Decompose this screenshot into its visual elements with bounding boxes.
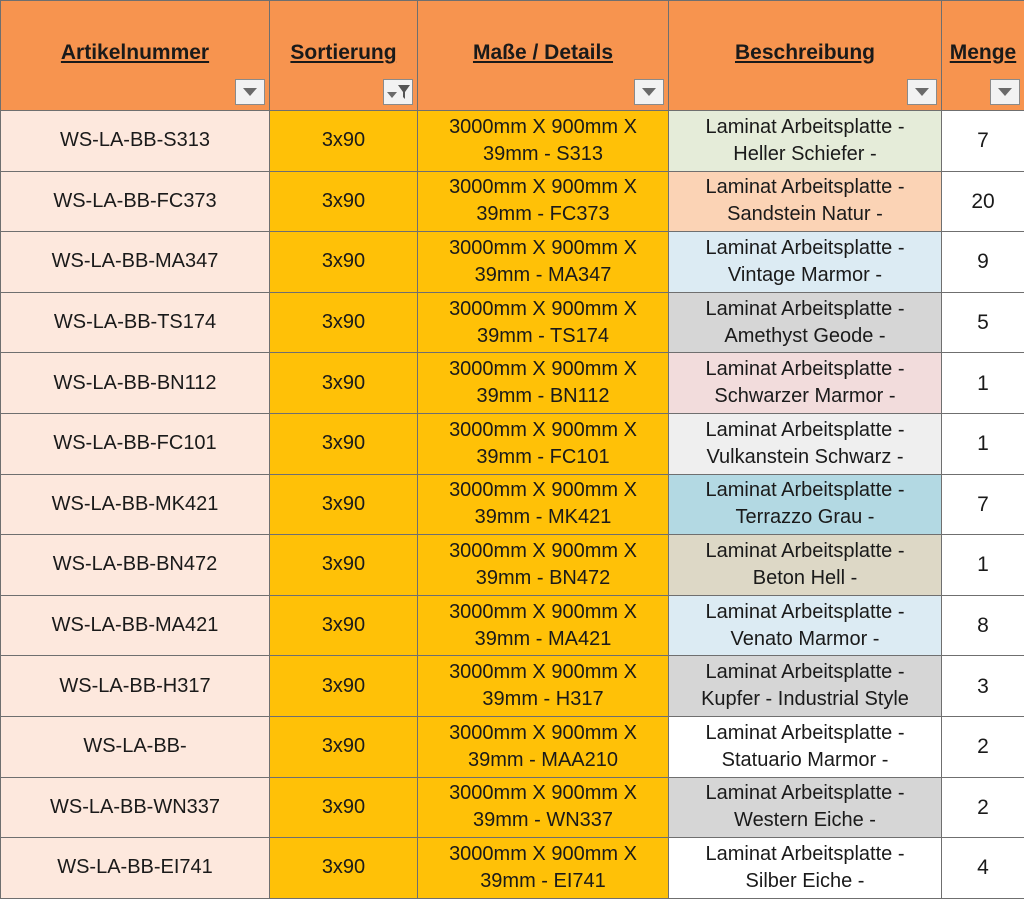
masse-line-1: 3000mm X 900mm X: [418, 174, 668, 201]
masse-line-2: 39mm - EI741: [418, 868, 668, 895]
cell-menge[interactable]: 4: [942, 838, 1024, 899]
masse-line-2: 39mm - FC101: [418, 444, 668, 471]
masse-line-2: 39mm - S313: [418, 141, 668, 168]
cell-masse[interactable]: [418, 292, 669, 353]
cell-menge[interactable]: 1: [942, 413, 1024, 474]
cell-artikelnummer[interactable]: WS-LA-BB-: [1, 716, 270, 777]
masse-line-2: 39mm - FC373: [418, 201, 668, 228]
beschreibung-line-1: Laminat Arbeitsplatte -: [669, 538, 941, 565]
filter-active-icon: [387, 84, 410, 100]
cell-menge[interactable]: 3: [942, 656, 1024, 717]
cell-sortierung[interactable]: 3x90: [270, 535, 418, 596]
filter-dropdown-button[interactable]: [907, 79, 937, 105]
table-row: [1, 595, 1024, 656]
header-label: Sortierung: [270, 41, 417, 65]
cell-artikelnummer[interactable]: WS-LA-BB-MK421: [1, 474, 270, 535]
dropdown-arrow-icon: [642, 88, 656, 96]
cell-menge[interactable]: 2: [942, 777, 1024, 838]
cell-masse[interactable]: [418, 353, 669, 414]
header-label: Beschreibung: [669, 41, 941, 65]
cell-sortierung[interactable]: 3x90: [270, 232, 418, 293]
cell-masse[interactable]: [418, 716, 669, 777]
header-sortierung: [270, 1, 418, 111]
cell-beschreibung[interactable]: [669, 111, 942, 172]
masse-line-1: 3000mm X 900mm X: [418, 659, 668, 686]
table-row: [1, 171, 1024, 232]
cell-artikelnummer[interactable]: WS-LA-BB-TS174: [1, 292, 270, 353]
cell-artikelnummer[interactable]: WS-LA-BB-FC101: [1, 413, 270, 474]
beschreibung-line-1: Laminat Arbeitsplatte -: [669, 417, 941, 444]
cell-masse[interactable]: [418, 232, 669, 293]
masse-line-2: 39mm - H317: [418, 686, 668, 713]
beschreibung-line-1: Laminat Arbeitsplatte -: [669, 174, 941, 201]
cell-masse[interactable]: [418, 777, 669, 838]
cell-beschreibung[interactable]: [669, 474, 942, 535]
cell-artikelnummer[interactable]: WS-LA-BB-BN112: [1, 353, 270, 414]
masse-line-1: 3000mm X 900mm X: [418, 841, 668, 868]
cell-sortierung[interactable]: 3x90: [270, 111, 418, 172]
cell-masse[interactable]: [418, 474, 669, 535]
beschreibung-line-2: Vulkanstein Schwarz -: [669, 444, 941, 471]
table-row: [1, 413, 1024, 474]
cell-sortierung[interactable]: 3x90: [270, 474, 418, 535]
cell-beschreibung[interactable]: [669, 413, 942, 474]
cell-beschreibung[interactable]: [669, 353, 942, 414]
cell-beschreibung[interactable]: [669, 232, 942, 293]
cell-menge[interactable]: 20: [942, 171, 1024, 232]
cell-masse[interactable]: [418, 656, 669, 717]
cell-masse[interactable]: [418, 413, 669, 474]
beschreibung-line-2: Amethyst Geode -: [669, 323, 941, 350]
masse-line-2: 39mm - BN472: [418, 565, 668, 592]
cell-beschreibung[interactable]: [669, 838, 942, 899]
header-label: Menge: [942, 41, 1024, 65]
header-masse: [418, 1, 669, 111]
beschreibung-line-1: Laminat Arbeitsplatte -: [669, 235, 941, 262]
cell-menge[interactable]: 2: [942, 716, 1024, 777]
cell-masse[interactable]: [418, 111, 669, 172]
cell-sortierung[interactable]: 3x90: [270, 656, 418, 717]
header-label: Artikelnummer: [1, 41, 269, 65]
beschreibung-line-2: Sandstein Natur -: [669, 201, 941, 228]
beschreibung-line-2: Vintage Marmor -: [669, 262, 941, 289]
cell-menge[interactable]: 5: [942, 292, 1024, 353]
beschreibung-line-1: Laminat Arbeitsplatte -: [669, 720, 941, 747]
table-row: [1, 474, 1024, 535]
masse-line-1: 3000mm X 900mm X: [418, 356, 668, 383]
filter-dropdown-button[interactable]: [990, 79, 1020, 105]
dropdown-arrow-icon: [998, 88, 1012, 96]
beschreibung-line-2: Beton Hell -: [669, 565, 941, 592]
masse-line-1: 3000mm X 900mm X: [418, 235, 668, 262]
masse-line-2: 39mm - TS174: [418, 323, 668, 350]
header-menge: [942, 1, 1024, 111]
beschreibung-line-2: Western Eiche -: [669, 807, 941, 834]
dropdown-arrow-icon: [243, 88, 257, 96]
beschreibung-line-1: Laminat Arbeitsplatte -: [669, 114, 941, 141]
masse-line-2: 39mm - BN112: [418, 383, 668, 410]
cell-beschreibung[interactable]: [669, 716, 942, 777]
beschreibung-line-2: Venato Marmor -: [669, 626, 941, 653]
beschreibung-line-2: Heller Schiefer -: [669, 141, 941, 168]
cell-artikelnummer[interactable]: WS-LA-BB-BN472: [1, 535, 270, 596]
masse-line-1: 3000mm X 900mm X: [418, 538, 668, 565]
dropdown-arrow-icon: [915, 88, 929, 96]
header-row: [1, 1, 1024, 111]
cell-artikelnummer[interactable]: WS-LA-BB-FC373: [1, 171, 270, 232]
cell-artikelnummer[interactable]: WS-LA-BB-H317: [1, 656, 270, 717]
cell-sortierung[interactable]: 3x90: [270, 292, 418, 353]
cell-beschreibung[interactable]: [669, 595, 942, 656]
masse-line-2: 39mm - MAA210: [418, 747, 668, 774]
beschreibung-line-2: Statuario Marmor -: [669, 747, 941, 774]
cell-masse[interactable]: [418, 171, 669, 232]
filter-dropdown-button[interactable]: [634, 79, 664, 105]
beschreibung-line-1: Laminat Arbeitsplatte -: [669, 477, 941, 504]
beschreibung-line-1: Laminat Arbeitsplatte -: [669, 841, 941, 868]
cell-masse[interactable]: [418, 838, 669, 899]
masse-line-2: 39mm - MK421: [418, 504, 668, 531]
cell-artikelnummer[interactable]: WS-LA-BB-EI741: [1, 838, 270, 899]
masse-line-1: 3000mm X 900mm X: [418, 720, 668, 747]
masse-line-2: 39mm - WN337: [418, 807, 668, 834]
beschreibung-line-2: Terrazzo Grau -: [669, 504, 941, 531]
cell-sortierung[interactable]: 3x90: [270, 595, 418, 656]
cell-masse[interactable]: [418, 535, 669, 596]
cell-masse[interactable]: [418, 595, 669, 656]
table-row: [1, 232, 1024, 293]
table-row: [1, 535, 1024, 596]
masse-line-1: 3000mm X 900mm X: [418, 417, 668, 444]
masse-line-1: 3000mm X 900mm X: [418, 296, 668, 323]
cell-sortierung[interactable]: 3x90: [270, 413, 418, 474]
beschreibung-line-2: Schwarzer Marmor -: [669, 383, 941, 410]
cell-menge[interactable]: 8: [942, 595, 1024, 656]
beschreibung-line-1: Laminat Arbeitsplatte -: [669, 659, 941, 686]
masse-line-2: 39mm - MA347: [418, 262, 668, 289]
beschreibung-line-1: Laminat Arbeitsplatte -: [669, 296, 941, 323]
header-artikelnummer: [1, 1, 270, 111]
header-label: Maße / Details: [418, 41, 668, 65]
cell-menge[interactable]: 1: [942, 535, 1024, 596]
masse-line-1: 3000mm X 900mm X: [418, 599, 668, 626]
header-beschreibung: [669, 1, 942, 111]
beschreibung-line-1: Laminat Arbeitsplatte -: [669, 356, 941, 383]
table-row: [1, 777, 1024, 838]
cell-artikelnummer[interactable]: WS-LA-BB-WN337: [1, 777, 270, 838]
cell-sortierung[interactable]: 3x90: [270, 716, 418, 777]
table-row: [1, 353, 1024, 414]
masse-line-1: 3000mm X 900mm X: [418, 780, 668, 807]
cell-artikelnummer[interactable]: WS-LA-BB-MA421: [1, 595, 270, 656]
table-row: [1, 716, 1024, 777]
cell-artikelnummer[interactable]: WS-LA-BB-MA347: [1, 232, 270, 293]
masse-line-1: 3000mm X 900mm X: [418, 477, 668, 504]
cell-sortierung[interactable]: 3x90: [270, 171, 418, 232]
beschreibung-line-2: Silber Eiche -: [669, 868, 941, 895]
cell-sortierung[interactable]: 3x90: [270, 353, 418, 414]
cell-beschreibung[interactable]: [669, 171, 942, 232]
cell-menge[interactable]: 1: [942, 353, 1024, 414]
cell-beschreibung[interactable]: [669, 292, 942, 353]
table-row: [1, 111, 1024, 172]
cell-menge[interactable]: 7: [942, 474, 1024, 535]
filter-active-button[interactable]: [383, 79, 413, 105]
table-row: [1, 292, 1024, 353]
masse-line-1: 3000mm X 900mm X: [418, 114, 668, 141]
filter-dropdown-button[interactable]: [235, 79, 265, 105]
table-body: [1, 111, 1024, 899]
cell-beschreibung[interactable]: [669, 777, 942, 838]
table-row: [1, 838, 1024, 899]
masse-line-2: 39mm - MA421: [418, 626, 668, 653]
cell-sortierung[interactable]: 3x90: [270, 838, 418, 899]
cell-sortierung[interactable]: 3x90: [270, 777, 418, 838]
beschreibung-line-1: Laminat Arbeitsplatte -: [669, 780, 941, 807]
cell-artikelnummer[interactable]: WS-LA-BB-S313: [1, 111, 270, 172]
cell-beschreibung[interactable]: [669, 656, 942, 717]
table-row: [1, 656, 1024, 717]
cell-beschreibung[interactable]: [669, 535, 942, 596]
beschreibung-line-1: Laminat Arbeitsplatte -: [669, 599, 941, 626]
beschreibung-line-2: Kupfer - Industrial Style: [669, 686, 941, 713]
table-header: [1, 1, 1024, 111]
cell-menge[interactable]: 7: [942, 111, 1024, 172]
cell-menge[interactable]: 9: [942, 232, 1024, 293]
